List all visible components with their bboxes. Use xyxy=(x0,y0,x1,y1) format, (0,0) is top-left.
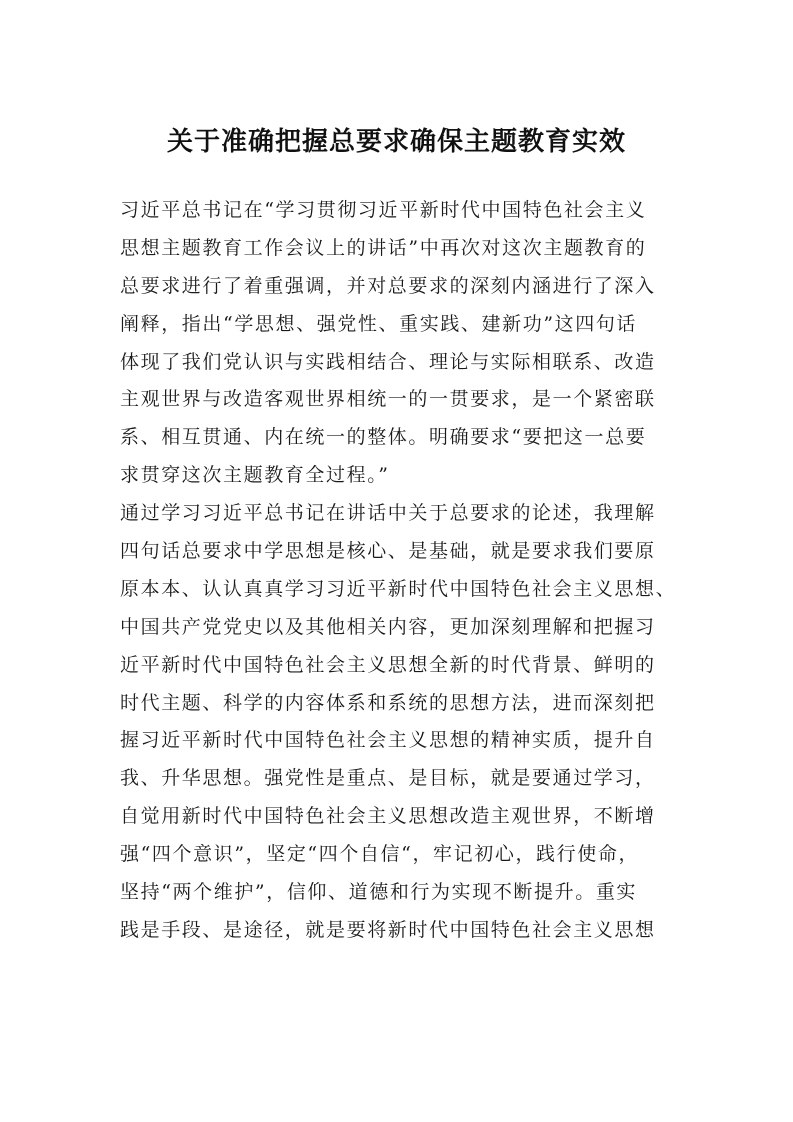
text-line: 四句话总要求中学思想是核心、是基础，就是要求我们要原 xyxy=(120,540,656,563)
text-line: 坚持“两个维护”，信仰、道德和行为实现不断提升。重实 xyxy=(120,881,638,904)
text-line: 系、相互贯通、内在统一的整体。明确要求“要把这一总要 xyxy=(120,426,647,449)
text-line: 近平新时代中国特色社会主义思想全新的时代背景、鲜明的 xyxy=(120,653,656,676)
text-line: 原本本、认认真真学习习近平新时代中国特色社会主义思想、 xyxy=(120,577,677,600)
text-line: 习近平总书记在“学习贯彻习近平新时代中国特色社会主义 xyxy=(120,199,647,221)
text-line: 践是手段、是途径，就是要将新时代中国特色社会主义思想 xyxy=(120,918,656,941)
text-line: 我、升华思想。强党性是重点、是目标，就是要通过学习， xyxy=(120,767,656,790)
text-line: 主观世界与改造客观世界相统一的一贯要求，是一个紧密联 xyxy=(120,388,656,411)
text-line: 思想主题教育工作会议上的讲话”中再次对这次主题教育的 xyxy=(120,236,647,259)
text-line: 强“四个意识”，坚定“四个自信“，牢记初心，践行使命， xyxy=(120,843,640,866)
text-line: 体现了我们党认识与实践相结合、理论与实际相联系、改造 xyxy=(120,350,656,373)
text-line: 时代主题、科学的内容体系和系统的思想方法，进而深刻把 xyxy=(120,691,656,714)
document-body xyxy=(120,192,700,950)
text-line: 总要求进行了着重强调，并对总要求的深刻内涵进行了深入 xyxy=(120,274,656,297)
text-line: 中国共产党党史以及其他相关内容，更加深刻理解和把握习 xyxy=(120,615,656,638)
document-title: 关于准确把握总要求确保主题教育实效 xyxy=(166,127,626,157)
text-line: 通过学习习近平总书记在讲话中关于总要求的论述，我理解 xyxy=(120,502,656,525)
text-line: 求贯穿这次主题教育全过程。” xyxy=(120,464,390,487)
text-line: 自觉用新时代中国特色社会主义思想改造主观世界，不断增 xyxy=(120,805,656,828)
text-line: 握习近平新时代中国特色社会主义思想的精神实质，提升自 xyxy=(120,729,656,752)
text-line: 阐释，指出“学思想、强党性、重实践、建新功”这四句话 xyxy=(120,312,638,335)
